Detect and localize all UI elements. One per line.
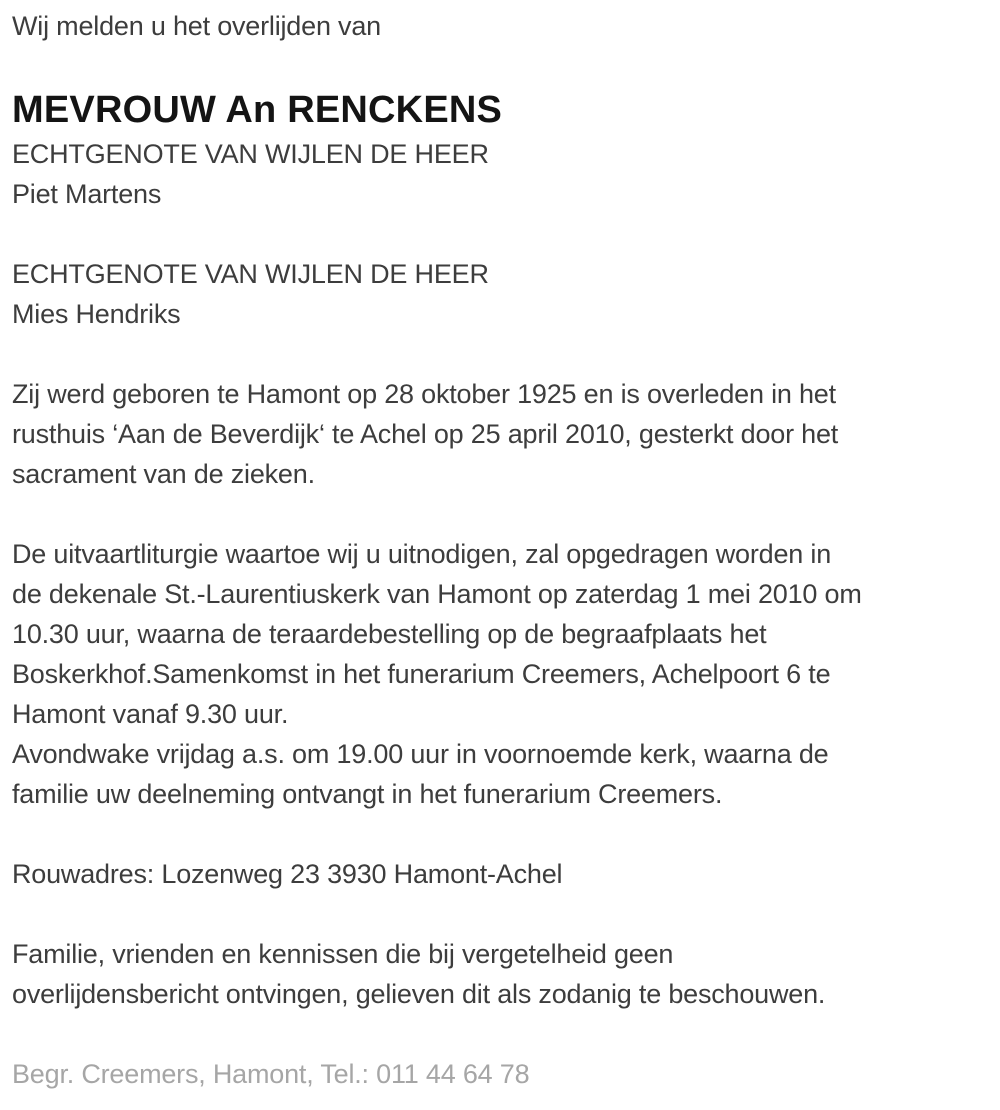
service-line: Boskerkhof.Samenkomst in het funerarium Creemers, Achelpoort 6 te — [12, 659, 831, 689]
spacer — [12, 494, 990, 534]
service-line: de dekenale St.-Laurentiuskerk van Hamont op zaterdag 1 mei 2010 om — [12, 579, 862, 609]
service-line: De uitvaartliturgie waartoe wij u uitnodigen, zal opgedragen worden in — [12, 539, 832, 569]
spacer — [12, 214, 990, 254]
birth-death-line: Zij werd geboren te Hamont op 28 oktober 1925 en is overleden in het — [12, 379, 836, 409]
spacer — [12, 894, 990, 934]
mourning-address-line: Rouwadres: Lozenweg 23 3930 Hamont-Achel — [12, 859, 563, 889]
notice-line: overlijdensbericht ontvingen, gelieven dit als zodanig te beschouwen. — [12, 979, 826, 1009]
spouse2-label: ECHTGENOTE VAN WIJLEN DE HEER — [12, 259, 489, 289]
service-line: familie uw deelneming ontvangt in het funerarium Creemers. — [12, 779, 723, 809]
birth-death-line: sacrament van de zieken. — [12, 459, 315, 489]
spacer — [12, 814, 990, 854]
funeral-home-footer: Begr. Creemers, Hamont, Tel.: 011 44 64 78 — [12, 1059, 530, 1089]
notice-line: Familie, vrienden en kennissen die bij vergetelheid geen — [12, 939, 674, 969]
birth-death-line: rusthuis ‘Aan de Beverdijk‘ te Achel op 25 april 2010, gesterkt door het — [12, 419, 839, 449]
deceased-name-title: MEVROUW An RENCKENS — [12, 89, 503, 131]
spacer — [12, 1014, 990, 1054]
service-line: Hamont vanaf 9.30 uur. — [12, 699, 289, 729]
intro-line: Wij melden u het overlijden van — [12, 11, 381, 41]
spacer — [12, 46, 990, 86]
service-line: 10.30 uur, waarna de teraardebestelling op de begraafplaats het — [12, 619, 767, 649]
spacer — [12, 334, 990, 374]
spouse1-name: Piet Martens — [12, 179, 162, 209]
spouse1-label: ECHTGENOTE VAN WIJLEN DE HEER — [12, 139, 489, 169]
service-line: Avondwake vrijdag a.s. om 19.00 uur in voornoemde kerk, waarna de — [12, 739, 829, 769]
spouse2-name: Mies Hendriks — [12, 299, 181, 329]
